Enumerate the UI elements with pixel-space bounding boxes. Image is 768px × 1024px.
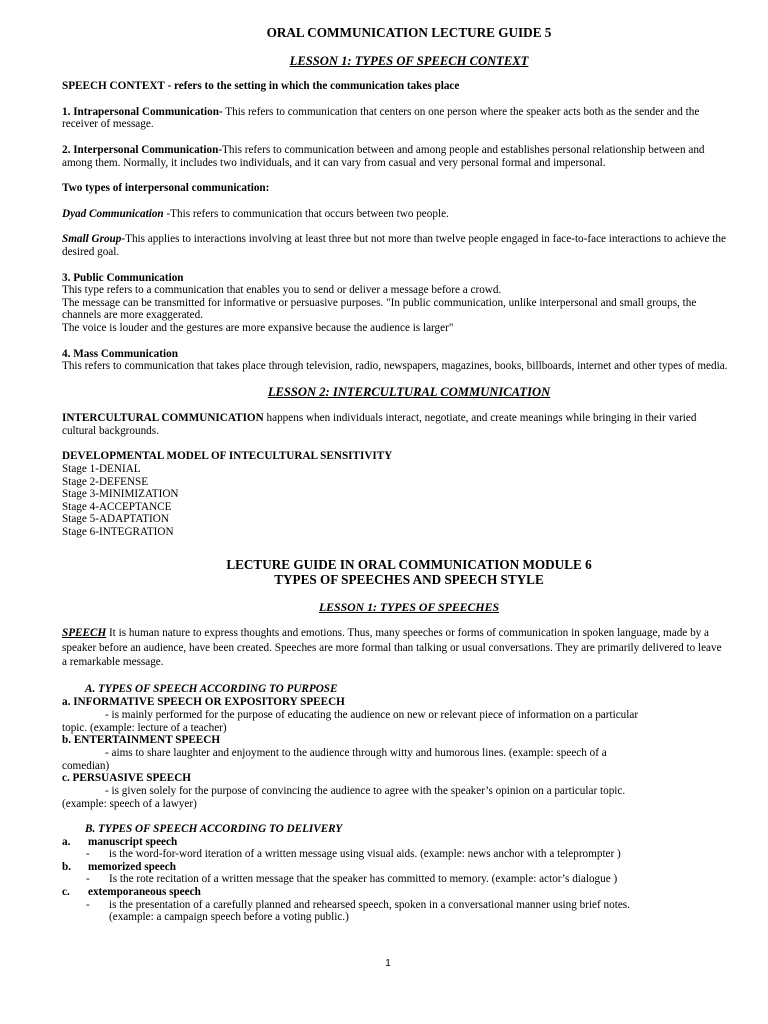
public-line-3: The voice is louder and the gestures are more expansive because the audience is larger" bbox=[62, 321, 454, 334]
intrapersonal-paragraph bbox=[62, 106, 728, 131]
public-communication-section bbox=[62, 272, 728, 335]
speech-label: SPEECH bbox=[62, 627, 107, 640]
speech-definition-paragraph bbox=[62, 626, 728, 670]
mass-text: This refers to communication that takes place through television, radio, newspapers, magazines, books, billboards, internet and other types of media. bbox=[62, 360, 728, 373]
small-group-label: Small Group- bbox=[62, 233, 126, 246]
intercultural-label: INTERCULTURAL COMMUNICATION bbox=[62, 412, 264, 425]
interpersonal-label: 2. Interpersonal Communication- bbox=[62, 143, 223, 156]
intercultural-text: happens when individuals interact, negotiate, and create meanings while bringing in their varied cultural backgrounds. bbox=[62, 412, 697, 437]
intercultural-paragraph bbox=[62, 412, 728, 437]
delivery-item-description: is the word-for-word iteration of a written message using visual aids. (example: news anchor with a teleprompter ) bbox=[109, 848, 621, 861]
small-group-text: This applies to interactions involving at least three but not more than twelve people engaged in face-to-face interactions to achieve the desired goal. bbox=[62, 233, 726, 258]
purpose-item-description: - is mainly performed for the purpose of educating the audience on new or relevant piece of information on a particular bbox=[105, 709, 639, 721]
dash-marker: - bbox=[86, 898, 90, 911]
purpose-item-continuation: topic. (example: lecture of a teacher) bbox=[62, 721, 227, 734]
delivery-item-label: c. bbox=[62, 885, 70, 898]
intrapersonal-text: This refers to communication that centers on one person where the speaker acts both as the sender and the receiver of message. bbox=[62, 105, 700, 131]
delivery-item-description-row bbox=[62, 899, 728, 924]
stage-item: Stage 1-DENIAL bbox=[62, 463, 141, 476]
stage-item: Stage 3-MINIMIZATION bbox=[62, 488, 179, 501]
speech-context-label: SPEECH CONTEXT - bbox=[62, 80, 175, 93]
delivery-item-heading: memorized speech bbox=[88, 860, 176, 873]
stage-item: Stage 6-INTEGRATION bbox=[62, 526, 174, 539]
purpose-item-heading: a. INFORMATIVE SPEECH OR EXPOSITORY SPEECH bbox=[62, 696, 345, 708]
page-number: 1 bbox=[385, 958, 391, 969]
delivery-item bbox=[62, 886, 728, 899]
stage-item: Stage 5-ADAPTATION bbox=[62, 513, 169, 526]
interpersonal-text: This refers to communication between and among people and establishes personal relationship between and among them. Normally, it includes two individuals, and it can vary from casual and very personal formal and impersonal. bbox=[62, 143, 705, 169]
delivery-item-description-line: (example: a campaign speech before a voting public.) bbox=[109, 911, 349, 924]
dev-model-heading: DEVELOPMENTAL MODEL OF INTECULTURAL SENSITIVITY bbox=[62, 450, 393, 463]
delivery-item-label: b. bbox=[62, 860, 72, 873]
delivery-heading: B. TYPES OF SPEECH ACCORDING TO DELIVERY bbox=[85, 822, 343, 835]
purpose-section bbox=[62, 683, 728, 811]
dash-marker: - bbox=[86, 873, 90, 886]
purpose-item-heading: b. ENTERTAINMENT SPEECH bbox=[62, 734, 221, 747]
document-title: ORAL COMMUNICATION LECTURE GUIDE 5 bbox=[266, 25, 552, 40]
delivery-item-description bbox=[109, 899, 630, 924]
purpose-item-description: - is given solely for the purpose of convincing the audience to agree with the speaker’s opinion on a particular topic. bbox=[105, 785, 626, 798]
dyad-text: -This refers to communication that occurs between two people. bbox=[163, 207, 449, 220]
delivery-item-heading: manuscript speech bbox=[88, 835, 178, 848]
module6-subtitle: TYPES OF SPEECHES AND SPEECH STYLE bbox=[274, 571, 544, 587]
mass-communication-section bbox=[62, 348, 728, 373]
dash-marker: - bbox=[86, 848, 90, 861]
purpose-item-continuation: comedian) bbox=[62, 759, 110, 772]
dyad-paragraph bbox=[62, 208, 728, 221]
delivery-section bbox=[62, 823, 728, 924]
delivery-item-description-line: is the presentation of a carefully planned and rehearsed speech, spoken in a conversational manner using brief notes. bbox=[109, 898, 630, 911]
interpersonal-paragraph bbox=[62, 144, 728, 169]
dev-model-section bbox=[62, 450, 728, 538]
speech-context-definition: refers to the setting in which the communication takes place bbox=[174, 80, 460, 93]
delivery-item bbox=[62, 836, 728, 849]
lesson3-title: LESSON 1: TYPES OF SPEECHES bbox=[318, 599, 500, 614]
purpose-heading: A. TYPES OF SPEECH ACCORDING TO PURPOSE bbox=[85, 683, 338, 695]
intrapersonal-label: 1. Intrapersonal Communication- bbox=[62, 105, 223, 118]
stage-item: Stage 2-DEFENSE bbox=[62, 475, 149, 488]
purpose-item-description: - aims to share laughter and enjoyment to the audience through witty and humorous lines. (example: speech of a bbox=[105, 747, 607, 760]
delivery-item-label: a. bbox=[62, 835, 71, 848]
stage-item: Stage 4-ACCEPTANCE bbox=[62, 500, 172, 513]
two-types-heading: Two types of interpersonal communication: bbox=[62, 182, 270, 195]
module6-title: LECTURE GUIDE IN ORAL COMMUNICATION MODULE 6 bbox=[226, 556, 592, 572]
delivery-item bbox=[62, 861, 728, 874]
delivery-item-description-row bbox=[62, 848, 728, 861]
purpose-item-continuation: (example: speech of a lawyer) bbox=[62, 797, 197, 810]
speech-context-paragraph bbox=[62, 80, 728, 93]
public-line-1: This type refers to a communication that enables you to send or deliver a message before a crowd. bbox=[62, 284, 502, 297]
dyad-label: Dyad Communication bbox=[62, 207, 164, 220]
public-line-2: The message can be transmitted for informative or persuasive purposes. "In public communication, unlike interpersonal and small groups, the channels are more exaggerated. bbox=[62, 296, 697, 322]
mass-heading: 4. Mass Communication bbox=[62, 347, 178, 360]
lesson1-title: LESSON 1: TYPES OF SPEECH CONTEXT bbox=[289, 53, 529, 68]
small-group-paragraph bbox=[62, 233, 728, 258]
delivery-item-description-row bbox=[62, 873, 728, 886]
speech-definition-text: It is human nature to express thoughts and emotions. Thus, many speeches or forms of communication in spoken language, made by a speaker before an audience, have been created. Speeches are more formal than talking or usual conversations. They are primarily delivered to leave a remarkable message. bbox=[62, 627, 722, 669]
public-heading: 3. Public Communication bbox=[62, 271, 184, 284]
delivery-item-description: Is the rote recitation of a written message that the speaker has committed to memory. (example: actor’s dialogue ) bbox=[109, 873, 618, 886]
purpose-item-heading: c. PERSUASIVE SPEECH bbox=[62, 772, 191, 785]
lesson2-title: LESSON 2: INTERCULTURAL COMMUNICATION bbox=[267, 384, 551, 399]
delivery-item-heading: extemporaneous speech bbox=[88, 885, 201, 898]
